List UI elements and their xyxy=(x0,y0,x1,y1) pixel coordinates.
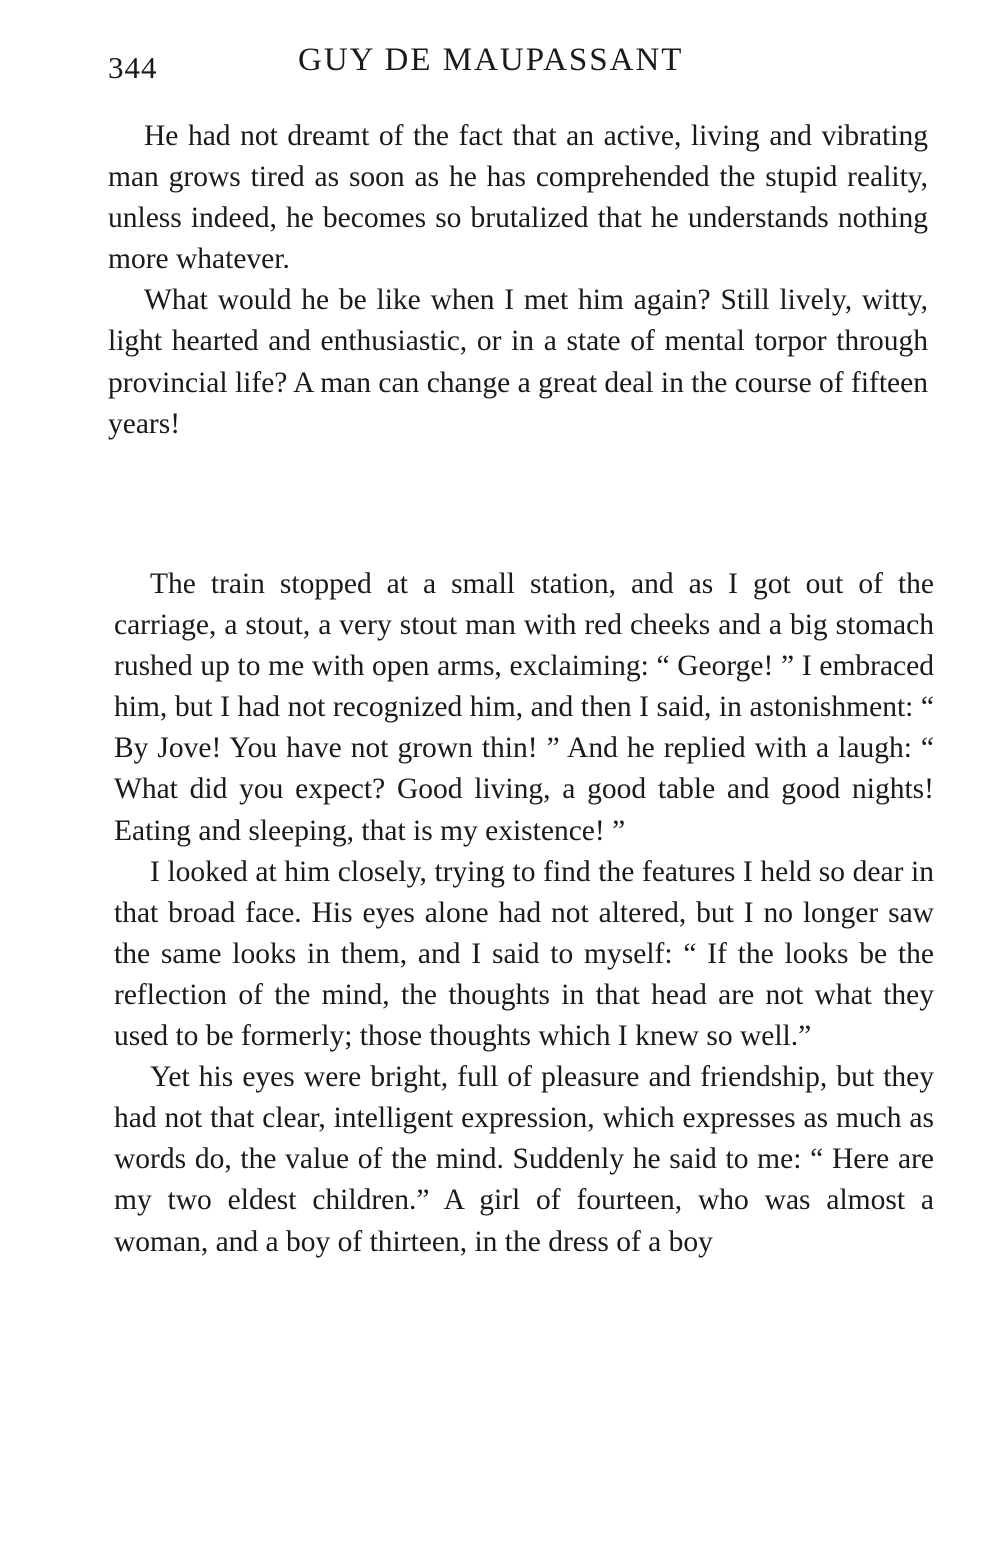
paragraph: He had not dreamt of the fact that an active, living and vibrating man grows tired as soon as he has comprehended the stupid reality, unless indeed, he becomes so brutalized that he understands nothing more whatever. xyxy=(108,120,928,276)
paragraph: The train stopped at a small station, and as I got out of the carriage, a stout, a very stout man with red cheeks and a big stomach rushed up to me with open arms, exclaiming: “ George! ” I embraced him, but I had not recognized him, and then I said, in astonishment: “ By Jove! You have not grown thin! ” And he replied with a laugh: “ What did you expect? Good living, a good table and good nights! Eating and sleeping, that is my existence! ” xyxy=(114,568,934,847)
page-number: 344 xyxy=(108,50,158,85)
text-section-2 xyxy=(114,564,934,1263)
text-section-1 xyxy=(108,116,928,445)
running-title: GUY DE MAUPASSANT xyxy=(298,42,684,78)
paragraph: What would he be like when I met him again? Still lively, witty, light hearted and enthusiastic, or in a state of mental torpor through provincial life? A man can change a great deal in the course of fifteen years! xyxy=(108,284,928,440)
paragraph: Yet his eyes were bright, full of pleasure and friendship, but they had not that clear, intelligent expression, which expresses as much as words do, the value of the mind. Suddenly he said to me: “ Here are my two eldest children.” A girl of fourteen, who was almost a woman, and a boy of thirteen, in the dress of a boy xyxy=(114,1061,934,1258)
running-head xyxy=(108,40,928,90)
paragraph: I looked at him closely, trying to find the features I held so dear in that broad face. His eyes alone had not altered, but I no longer saw the same looks in them, and I said to myself: “ If the looks be the reflection of the mind, the thoughts in that head are not what they used to be formerly; those thoughts which I knew so well.” xyxy=(114,855,934,1053)
